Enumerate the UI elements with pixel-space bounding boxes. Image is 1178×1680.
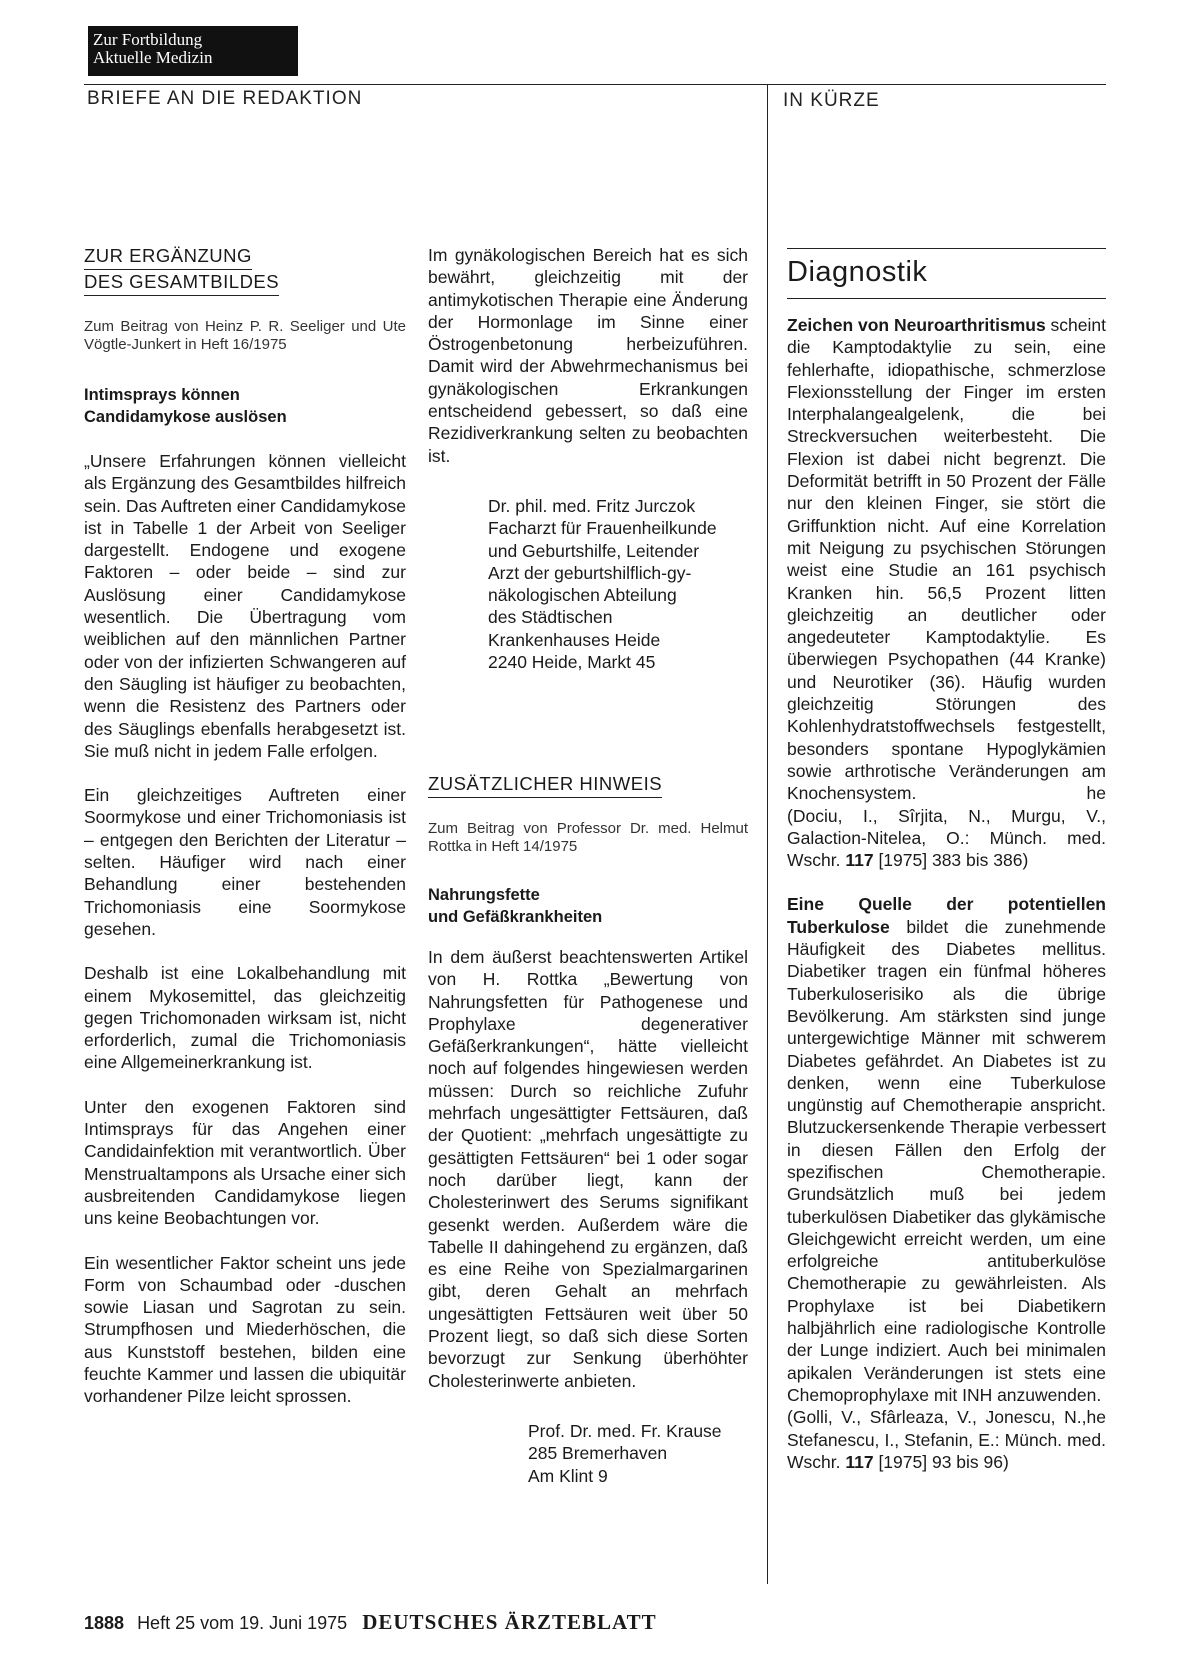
- letter2-signature-line-1: Prof. Dr. med. Fr. Krause: [528, 1420, 722, 1441]
- brief-item-1-author: he: [1086, 783, 1106, 804]
- letter2-subheading-line-2: und Gefäßkrankheiten: [428, 908, 603, 926]
- letter2-reference: Zum Beitrag von Professor Dr. med. Helmut Rottka in Heft 14/1975: [428, 820, 748, 855]
- letter2-column: [428, 772, 748, 1487]
- brief-title-rule-top: [787, 248, 1106, 249]
- letter2-subheading: [428, 884, 748, 928]
- letter1-signature-line-6: des Städtischen: [488, 607, 613, 628]
- brief-item-2-author: he: [1086, 1407, 1106, 1428]
- brief-item-2-ref-a: (Golli, V., Sfârleaza, V., Jonescu, N., Stefanescu, I., Stefanin, E.: Münch. med. Wschr.: [787, 1407, 1106, 1472]
- letter1-signature: [488, 495, 748, 673]
- section-badge: [88, 26, 298, 76]
- letter2-subheading-line-1: Nahrungsfette: [428, 886, 540, 904]
- letter1-signature-line-8: 2240 Heide, Markt 45: [488, 652, 656, 673]
- letter1-subheading-line-2: Candidamykose auslösen: [84, 408, 287, 426]
- header-rule: [84, 84, 1106, 85]
- letter1-heading-line-2: DES GESAMTBILDES: [84, 270, 279, 296]
- letter-column-2: [428, 244, 748, 673]
- brief-item-2-text: bildet die zunehmende Häufigkeit des Diabetes mellitus. Diabetiker tragen ein fünfmal höheres Tuberkuloserisiko als die übrige Bevölkerung. Am stärksten sind junge untergewichtige Männer mit schwerem Diabetes gefährdet. An Diabetes ist zu denken, wenn eine Tuberkulose ungünstig auf Chemotherapie anspricht. Blutzuckersenkende Therapie verbessert in diesen Fällen den Erfolg der spezifischen Chemotherapie. Grundsätzlich muß bei jedem tuberkulösen Diabetiker das glykämische Gleichgewicht erreicht werden, um eine erfolgreiche antituberkulöse Chemotherapie zu gewährleisten. Als Prophylaxe ist bei Diabetikern halbjährlich eine radiologische Kontrolle der Lunge indiziert. Auch bei minimalen apikalen Veränderungen ist stets eine Chemoprophylaxe mit INH anzuwenden.: [787, 916, 1106, 1405]
- letter1-signature-line-2: Facharzt für Frauenheilkunde: [488, 518, 717, 539]
- letter2-heading: [428, 772, 748, 798]
- issue-info: Heft 25 vom 19. Juni 1975: [137, 1613, 348, 1633]
- letter2-heading-text: ZUSÄTZLICHER HINWEIS: [428, 772, 662, 798]
- letter1-subheading: [84, 384, 406, 428]
- section-title-brief: IN KÜRZE: [783, 90, 880, 111]
- brief-title: Diagnostik: [787, 256, 928, 288]
- letter2-signature-line-3: Am Klint 9: [528, 1465, 608, 1486]
- page-number: 1888: [84, 1613, 125, 1633]
- brief-item-1-text: scheint die Kamptodaktylie zu sein, eine fehlerhafte, idiopathische, schmerzlose Flexionsstellung der Finger im ersten Interphalangealgelenk, die bei Streckversuchen weiterbesteht. Die Flexion ist dabei nicht begrenzt. Die Deformität betrifft in 50 Prozent der Fälle nur den kleinen Finger, sie stört die Griffunktion nicht. Auf eine Korrelation mit Neigung zu psychischen Störungen weist eine Studie an 161 psychisch Kranken hin. 56,5 Prozent litten gleichzeitig an deutlicher oder angedeuteter Kamptodaktylie. Es überwiegen Psychopathen (44 Kranke) und Neurotiker (36). Häufig wurden gleichzeitig Störungen des Kohlenhydratstoffwechsels festgestellt, besonders spontane Hypoglykämien sowie arthrotische Veränderungen am Knochensystem.: [787, 315, 1107, 804]
- brief-title-rule-bottom: [787, 298, 1106, 299]
- letter1-paragraph-3: Deshalb ist eine Lokalbehandlung mit einem Mykosemittel, das gleichzeitig gegen Trichomonaden wirksam ist, nicht erforderlich, zumal die Trichomoniasis eine Allgemeinerkrankung ist.: [84, 963, 406, 1073]
- letter1-paragraph-5: Ein wesentlicher Faktor scheint uns jede Form von Schaumbad oder -duschen sowie Liasan und Sagrotan zu sein. Strumpfhosen und Miederhöschen, die aus Kunststoff bestehen, bilden eine feuchte Kammer und lassen die ubiquitär vorhandener Pilze leicht sprossen.: [84, 1252, 406, 1407]
- letter1-signature-line-3: und Geburtshilfe, Leitender: [488, 540, 700, 561]
- brief-item-1-ref-volume: 117: [845, 850, 874, 871]
- brief-item-1-ref-a: (Dociu, I., Sîrjita, N., Murgu, V., Galaction-Nitelea, O.: Münch. med. Wschr.: [787, 805, 1106, 871]
- brief-item-2-lead: Eine Quelle der potentiellen Tuberkulose: [787, 894, 1106, 937]
- section-title-letters: BRIEFE AN DIE REDAKTION: [87, 88, 363, 109]
- letter1-signature-line-1: Dr. phil. med. Fritz Jurczok: [488, 495, 696, 516]
- badge-line-1: Zur Fortbildung: [93, 30, 203, 49]
- brief-item-1-ref-b: [1975] 383 bis 386): [873, 850, 1029, 871]
- brief-item-2: [787, 893, 1106, 1473]
- letter1-heading: [84, 244, 406, 296]
- letter1-signature-line-5: näkologischen Abteilung: [488, 585, 677, 606]
- badge-line-2: Aktuelle Medizin: [93, 48, 213, 67]
- page-footer: [84, 1610, 657, 1635]
- letter1-paragraph-2: Ein gleichzeitiges Auftreten einer Soormykose und einer Trichomoniasis ist – entgegen den Berichten der Literatur – selten. Häufiger wird nach einer Behandlung einer bestehenden Trichomoniasis eine Soormykose gesehen.: [84, 785, 406, 939]
- letter2-signature: [528, 1420, 748, 1487]
- magazine-name: DEUTSCHES ÄRZTEBLATT: [362, 1610, 657, 1634]
- brief-item-1-lead: Zeichen von Neuroarthritismus: [787, 315, 1046, 335]
- column-divider: [767, 84, 768, 1584]
- letter1-heading-line-1: ZUR ERGÄNZUNG: [84, 244, 252, 270]
- brief-item-2-ref-b: [1975] 93 bis 96): [873, 1451, 1009, 1472]
- brief-column: [787, 314, 1106, 1495]
- letter1-paragraph-6: Im gynäkologischen Bereich hat es sich bewährt, gleichzeitig mit der antimykotischen Therapie eine Änderung der Hormonlage im Sinne einer Östrogenbetonung herbeizuführen. Damit wird der Abwehrmechanismus bei gynäkologischen Erkrankungen entscheidend gebessert, so daß eine Rezidiverkrankung selten zu beobachten ist.: [428, 245, 748, 466]
- letter2-signature-line-2: 285 Bremerhaven: [528, 1443, 668, 1464]
- letter1-column-1: [84, 244, 406, 1430]
- letter1-signature-line-7: Krankenhauses Heide: [488, 629, 661, 650]
- letter2-paragraph-1: In dem äußerst beachtenswerten Artikel von H. Rottka „Bewertung von Nahrungsfetten für Pathogenese und Prophylaxe degenerativer Gefäßerkrankungen“, hätte vielleicht noch auf folgendes hingewiesen werden müssen: Durch so reichliche Zufuhr mehrfach ungesättigter Fettsäuren, daß der Quotient: „mehrfach ungesättigte zu gesättigten Fettsäuren“ bei 1 oder sogar noch darüber liegt, kann der Cholesterinwert des Serums signifikant gesenkt werden. Außerdem wäre die Tabelle II dahingehend zu ergänzen, daß es eine Reihe von Spezialmargarinen gibt, deren Gehalt an mehrfach ungesättigten Fettsäuren weit über 50 Prozent liegt, so daß sich diese Sorten bevorzugt zur Senkung überhöhter Cholesterinwerte anbieten.: [428, 947, 748, 1391]
- letter1-reference: Zum Beitrag von Heinz P. R. Seeliger und Ute Vögtle-Junkert in Heft 16/1975: [84, 318, 406, 353]
- letter1-subheading-line-1: Intimsprays können: [84, 386, 240, 404]
- brief-item-2-ref-volume: 117: [845, 1451, 874, 1472]
- letter1-signature-line-4: Arzt der geburtshilflich-gy-: [488, 562, 692, 583]
- brief-item-1: [787, 314, 1106, 871]
- letter1-paragraph-4: Unter den exogenen Faktoren sind Intimsprays für das Angehen einer Candidainfektion mit verantwortlich. Über Menstrualtampons als Ursache einer sich ausbreitenden Candidamykose liegen uns keine Beobachtungen vor.: [84, 1096, 406, 1229]
- letter1-paragraph-1: „Unsere Erfahrungen können vielleicht als Ergänzung des Gesamtbildes hilfreich sein. Das Auftreten einer Candidamykose ist in Tabelle 1 der Arbeit von Seeliger dargestellt. Endogene und exogene Faktoren – oder beide – sind zur Auslösung einer Candidamykose wesentlich. Die Übertragung vom weiblichen auf den männlichen Partner oder von der infizierten Schwangeren auf den Säugling ist häufiger zu beobachten, wenn die Resistenz des Partners oder des Säuglings ebenfalls herabgesetzt ist. Sie muß nicht in jedem Falle erfolgen.: [84, 451, 406, 761]
